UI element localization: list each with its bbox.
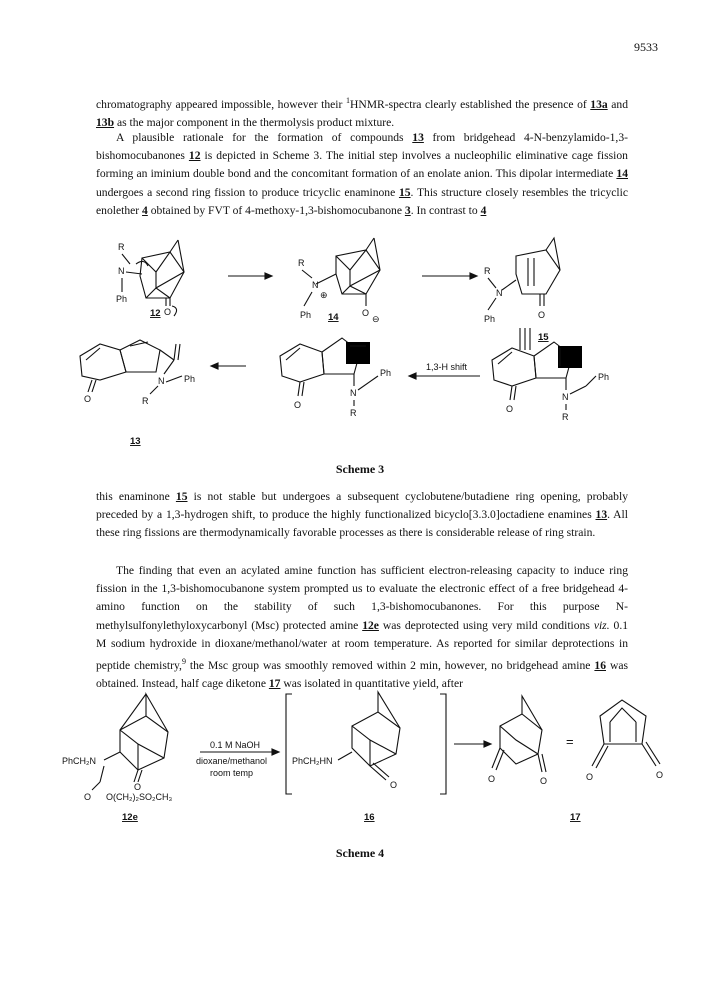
compound-label-16: 16 — [364, 812, 375, 823]
text: undergoes a second ring fission to produce tricyclic enaminone — [96, 185, 399, 199]
compound-label-14: 14 — [328, 312, 339, 323]
compound-ref: 17 — [268, 677, 281, 691]
shift-label: 1,3-H shift — [426, 362, 468, 372]
compound-ref: 13 — [595, 508, 608, 522]
compound-ref: 13 — [412, 131, 424, 144]
n-label: N — [118, 266, 125, 276]
compound-ref: 16 — [594, 658, 606, 672]
o-label: O — [294, 400, 302, 410]
paragraph-3 — [96, 488, 628, 543]
paragraph-1 — [96, 92, 628, 132]
o-label: O — [362, 308, 370, 318]
compound-label-17: 17 — [570, 812, 581, 823]
ester-label: O(CH₂)₂SO₂CH₃ — [106, 792, 173, 802]
compound-label-12e: 12e — [122, 812, 138, 823]
ph-label: Ph — [380, 368, 392, 378]
text: from bridgehead 4-N-benzylamido-1,3-bishomocubanones — [96, 131, 628, 163]
text: A plausible rationale for the formation of compounds — [116, 131, 413, 144]
reagent-label: 0.1 M NaOH — [210, 740, 261, 750]
r-label: R — [298, 258, 305, 268]
structure-15 — [484, 238, 560, 350]
o-label: O — [538, 310, 546, 320]
o-label: O — [586, 772, 594, 782]
r-label: R — [350, 408, 357, 418]
text: . All these ring fissions are thermodynamically favorable processes as there is considerable release of ring strain. — [96, 508, 628, 540]
ph-label: Ph — [598, 372, 610, 382]
structure-14 — [298, 238, 380, 324]
scheme-3-caption: Scheme 3 — [335, 462, 385, 476]
o-label: O — [84, 792, 92, 802]
ph-label: Ph — [116, 294, 128, 304]
compound-ref: 13a — [590, 97, 608, 111]
reagent-label: room temp — [210, 768, 254, 778]
structure-17 — [488, 696, 663, 823]
scheme-3-figure — [60, 236, 670, 456]
o-label: O — [488, 774, 496, 784]
text: obtained by FVT of 4-methoxy-1,3-bishomocubanone — [147, 203, 405, 217]
structure-13 — [80, 340, 195, 447]
paragraph-2 — [96, 129, 628, 220]
o-label: O — [540, 776, 548, 786]
compound-label-15: 15 — [538, 332, 549, 343]
r-label: R — [484, 266, 491, 276]
r-label: R — [142, 396, 149, 406]
n-label: N — [312, 280, 319, 290]
reagent-label: dioxane/methanol — [196, 756, 268, 766]
structure-16 — [286, 692, 446, 823]
structure-intermediate-bottom — [280, 338, 391, 418]
text: is not stable but undergoes a subsequent cyclobutene/butadiene ring opening, probably preceded by a 1,3-hydrogen shift, to produce the highly functionalized bicyclo[3.3.0]octadiene enamines — [96, 490, 628, 522]
compound-label-13: 13 — [130, 436, 141, 447]
superscript: 9 — [181, 657, 186, 667]
text: was deprotected using very mild conditions — [378, 618, 594, 632]
text: . In contrast to — [410, 203, 481, 217]
equals-sign: = — [566, 734, 574, 749]
o-label: O — [656, 770, 664, 780]
text: was isolated in quantitative yield, after — [280, 677, 464, 691]
superscript: 1 — [345, 96, 350, 105]
o-label: O — [164, 307, 172, 317]
plus-label: ⊕ — [320, 290, 328, 300]
compound-ref: 12e — [362, 618, 379, 632]
compound-ref: 15 — [398, 185, 411, 199]
o-label: O — [134, 782, 142, 792]
compound-ref: 12 — [188, 149, 201, 163]
structure-12 — [116, 240, 184, 319]
text: this enaminone — [96, 490, 176, 503]
ph-label: Ph — [184, 374, 196, 384]
ph-label: Ph — [300, 310, 312, 320]
text: is depicted in Scheme 3. The initial step involves a nucleophilic eliminative cage fission forming an iminium double bond and the concomitant formation of an enolate anion. This dipolar intermediate — [96, 149, 628, 181]
text: as the major component in the thermolysis product mixture. — [114, 116, 395, 130]
page-number: 9533 — [634, 40, 658, 54]
scheme-4-caption: Scheme 4 — [335, 846, 385, 860]
mid-group-label: PhCH₂HN — [292, 756, 333, 766]
r-label: R — [562, 412, 569, 422]
compound-label-12: 12 — [150, 308, 161, 319]
compound-ref: 4 — [480, 203, 487, 217]
ph-label: Ph — [484, 314, 496, 324]
text: chromatography appeared impossible, however their — [96, 97, 346, 111]
compound-ref: 13b — [96, 116, 115, 130]
n-label: N — [496, 288, 503, 298]
text: and — [607, 97, 628, 111]
o-label: O — [84, 394, 92, 404]
compound-ref: 4 — [142, 203, 148, 217]
text: The finding that even an acylated amine function has sufficient electron-releasing capacity to induce ring fission in the 1,3-bishomocubanone system prompted us to evaluate the electronic effect of a free bridgehead 4-amino function on the stability of such 1,3-bishomocubanones. For this purpose N-methylsulfonylethyloxycarbonyl (Msc) protected amine — [96, 564, 628, 632]
structure-12e — [62, 694, 172, 823]
n-label: N — [562, 392, 569, 402]
paragraph-4 — [96, 562, 628, 693]
n-label: N — [158, 376, 165, 386]
minus-label: ⊖ — [372, 314, 380, 324]
text: viz. — [593, 618, 610, 632]
compound-ref: 15 — [175, 490, 188, 503]
text: HNMR-spectra clearly established the presence of — [349, 97, 591, 111]
r-label: R — [118, 242, 125, 252]
o-label: O — [390, 780, 398, 790]
compound-ref: 14 — [616, 167, 628, 181]
text: the Msc group was smoothly removed within 2 min, however, no bridgehead amine — [185, 658, 595, 672]
text: was obtained. Instead, half cage diketone — [96, 658, 628, 691]
text: . This structure closely resembles the tricyclic enolether — [96, 185, 628, 217]
structure-right-bottom — [492, 342, 609, 422]
left-group-label: PhCH₂N — [62, 756, 97, 766]
n-label: N — [350, 388, 357, 398]
text: 0.1 M sodium hydroxide in dioxane/methanol/water at room temperature. As reported for similar deprotections in peptide chemistry, — [96, 618, 629, 672]
o-label: O — [506, 404, 514, 414]
compound-ref: 3 — [404, 203, 411, 217]
scheme-4-figure — [60, 686, 670, 836]
